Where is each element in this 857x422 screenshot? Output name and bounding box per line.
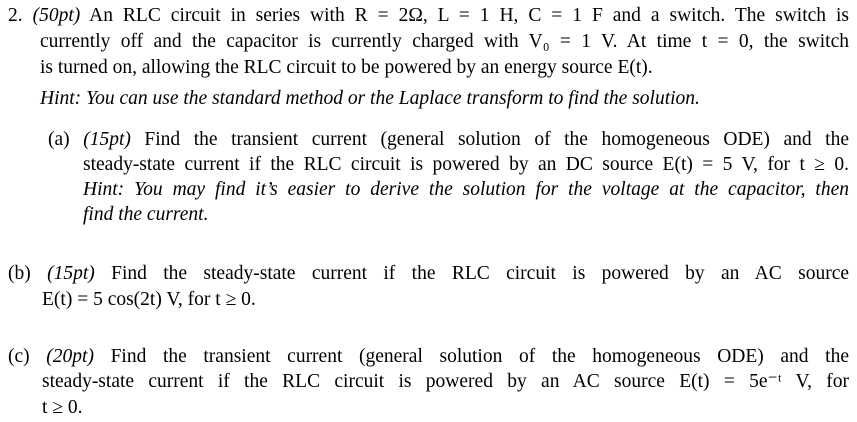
part-b-line-2: E(t) = 5 cos(2t) V, for t ≥ 0. [42, 289, 256, 310]
part-a-line-2: steady-state current if the RLC circuit is powered by an DC source E(t) = 5 V, for t ≥ 0. [83, 154, 849, 175]
part-c-line-3: t ≥ 0. [42, 397, 83, 418]
problem-line-3: is turned on, allowing the RLC circuit to be powered by an energy source E(t). [40, 57, 653, 78]
part-a-points: (15pt) [83, 129, 131, 150]
part-c-line-1 [8, 345, 849, 369]
part-b-points: (15pt) [47, 263, 95, 284]
part-c-points: (20pt) [46, 346, 94, 367]
part-b-text-line-1: Find the steady-state current if the RLC circuit is powered by an AC source [111, 263, 850, 284]
problem-line-1 [8, 4, 849, 28]
part-c-text-line-1: Find the transient current (general solution of the homogeneous ODE) and the [110, 346, 849, 367]
part-a-hint-line-1: Hint: You may find it’s easier to derive the solution for the voltage at the capacitor, then [83, 179, 849, 200]
problem-line-2: currently off and the capacitor is currently charged with V₀ = 1 V. At time t = 0, the switch [40, 31, 849, 52]
problem-points: (50pt) [32, 5, 81, 26]
part-a-label: (a) [48, 129, 70, 150]
part-c-line-2: steady-state current if the RLC circuit is powered by an AC source E(t) = 5e⁻ᵗ V, for [42, 371, 849, 392]
part-a-text-line-1: Find the transient current (general solution of the homogeneous ODE) and the [144, 129, 849, 150]
part-c-label: (c) [8, 346, 30, 367]
problem-text-line-1: An RLC circuit in series with R = 2Ω, L = 1 H, C = 1 F and a switch. The switch is [89, 5, 850, 26]
part-b-line-1 [8, 262, 849, 286]
part-b-label: (b) [8, 263, 31, 284]
part-a-line-1 [48, 128, 849, 152]
problem-hint: Hint: You can use the standard method or the Laplace transform to find the solution. [40, 88, 700, 109]
problem-number: 2. [8, 5, 23, 26]
part-a-hint-line-2: find the current. [83, 204, 209, 225]
